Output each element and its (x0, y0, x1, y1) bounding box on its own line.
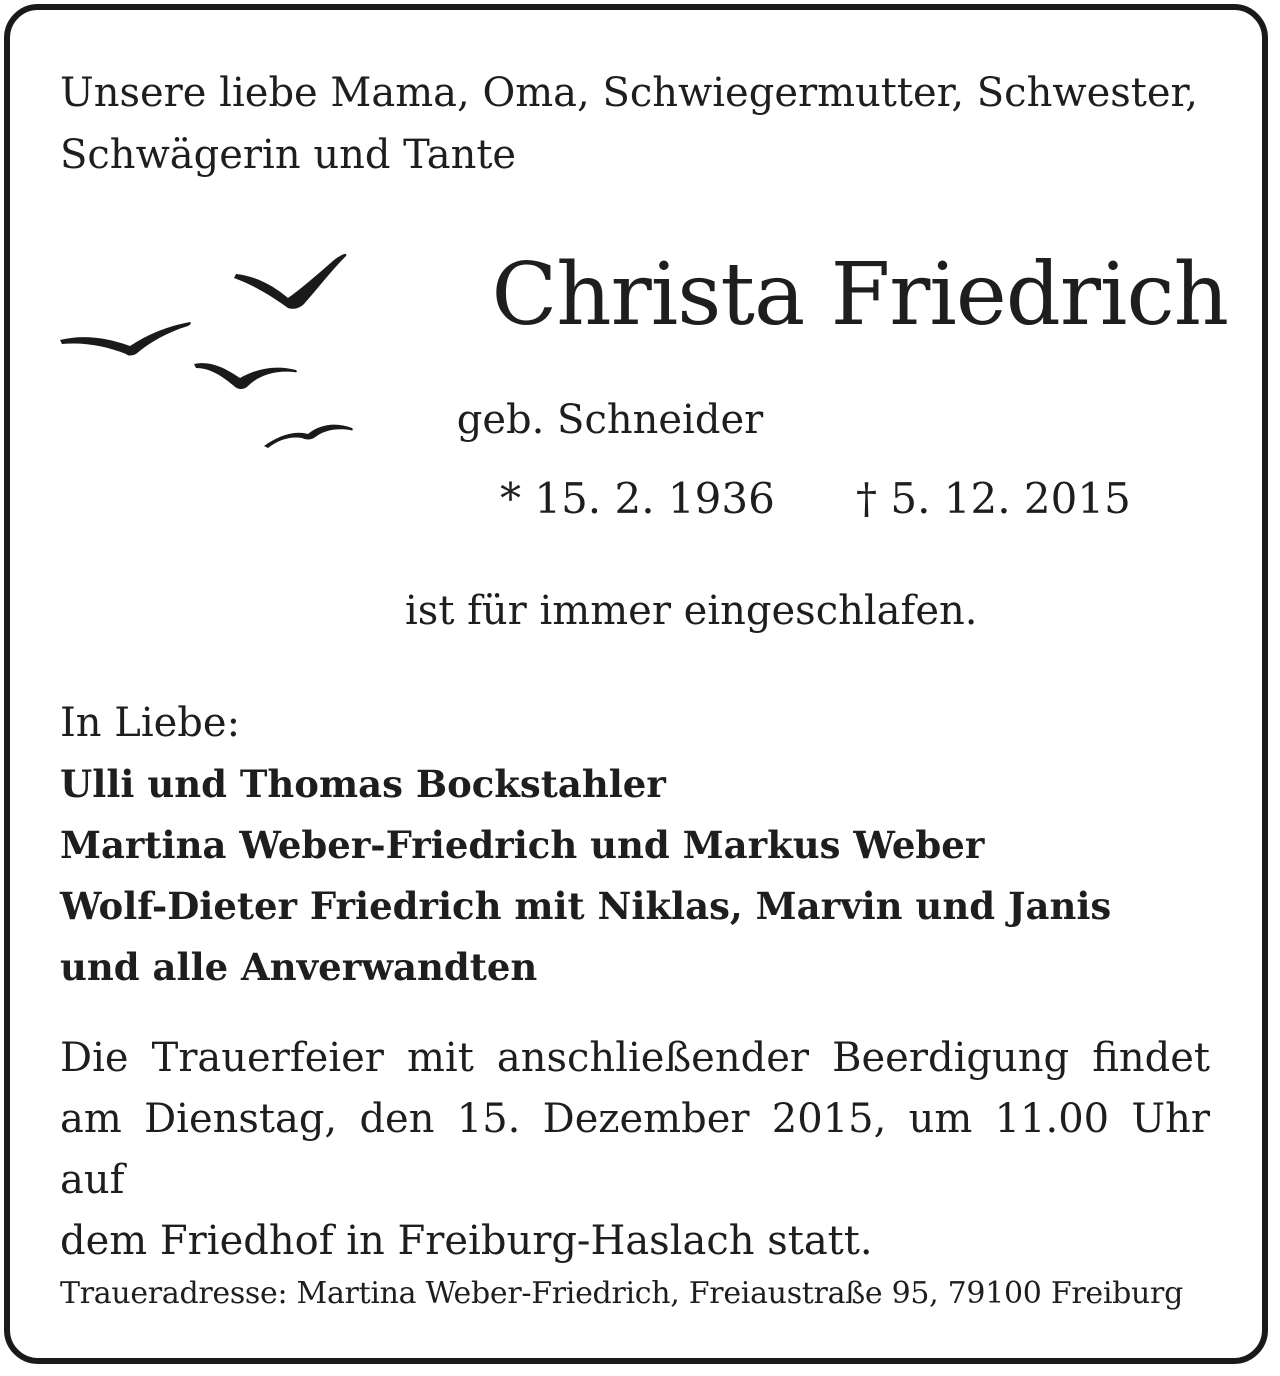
bird-icon (264, 425, 353, 448)
intro-text (60, 62, 1210, 186)
deceased-name: Christa Friedrich (491, 245, 1228, 345)
mourners-label: In Liebe: (60, 700, 241, 746)
death-date: † 5. 12. 2015 (856, 474, 1131, 523)
mourner-line: und alle Anverwandten (60, 945, 538, 989)
intro-line-2: Schwägerin und Tante (60, 132, 517, 178)
ceremony-info (60, 1028, 1210, 1272)
birth-date: * 15. 2. 1936 (500, 474, 775, 523)
mourners-list (60, 754, 1111, 998)
mourning-address: Traueradresse: Martina Weber-Friedrich, Freiaustraße 95, 79100 Freiburg (60, 1276, 1183, 1311)
statement-text: ist für immer eingeschlafen. (405, 588, 978, 634)
mourner-line: Wolf-Dieter Friedrich mit Niklas, Marvin und Janis (60, 884, 1112, 928)
ceremony-line-2: am Dienstag, den 15. Dezember 2015, um 11.00 Uhr auf (60, 1096, 1210, 1203)
mourner-line: Ulli und Thomas Bockstahler (60, 762, 666, 806)
ceremony-line-1: Die Trauerfeier mit anschließender Beerdigung findet (60, 1035, 1210, 1081)
maiden-name: geb. Schneider (456, 397, 764, 443)
bird-icon (194, 363, 297, 389)
mourner-line: Martina Weber-Friedrich und Markus Weber (60, 823, 985, 867)
ceremony-line-3: dem Friedhof in Freiburg-Haslach statt. (60, 1218, 873, 1264)
intro-line-1: Unsere liebe Mama, Oma, Schwiegermutter, Schwester, (60, 70, 1198, 116)
